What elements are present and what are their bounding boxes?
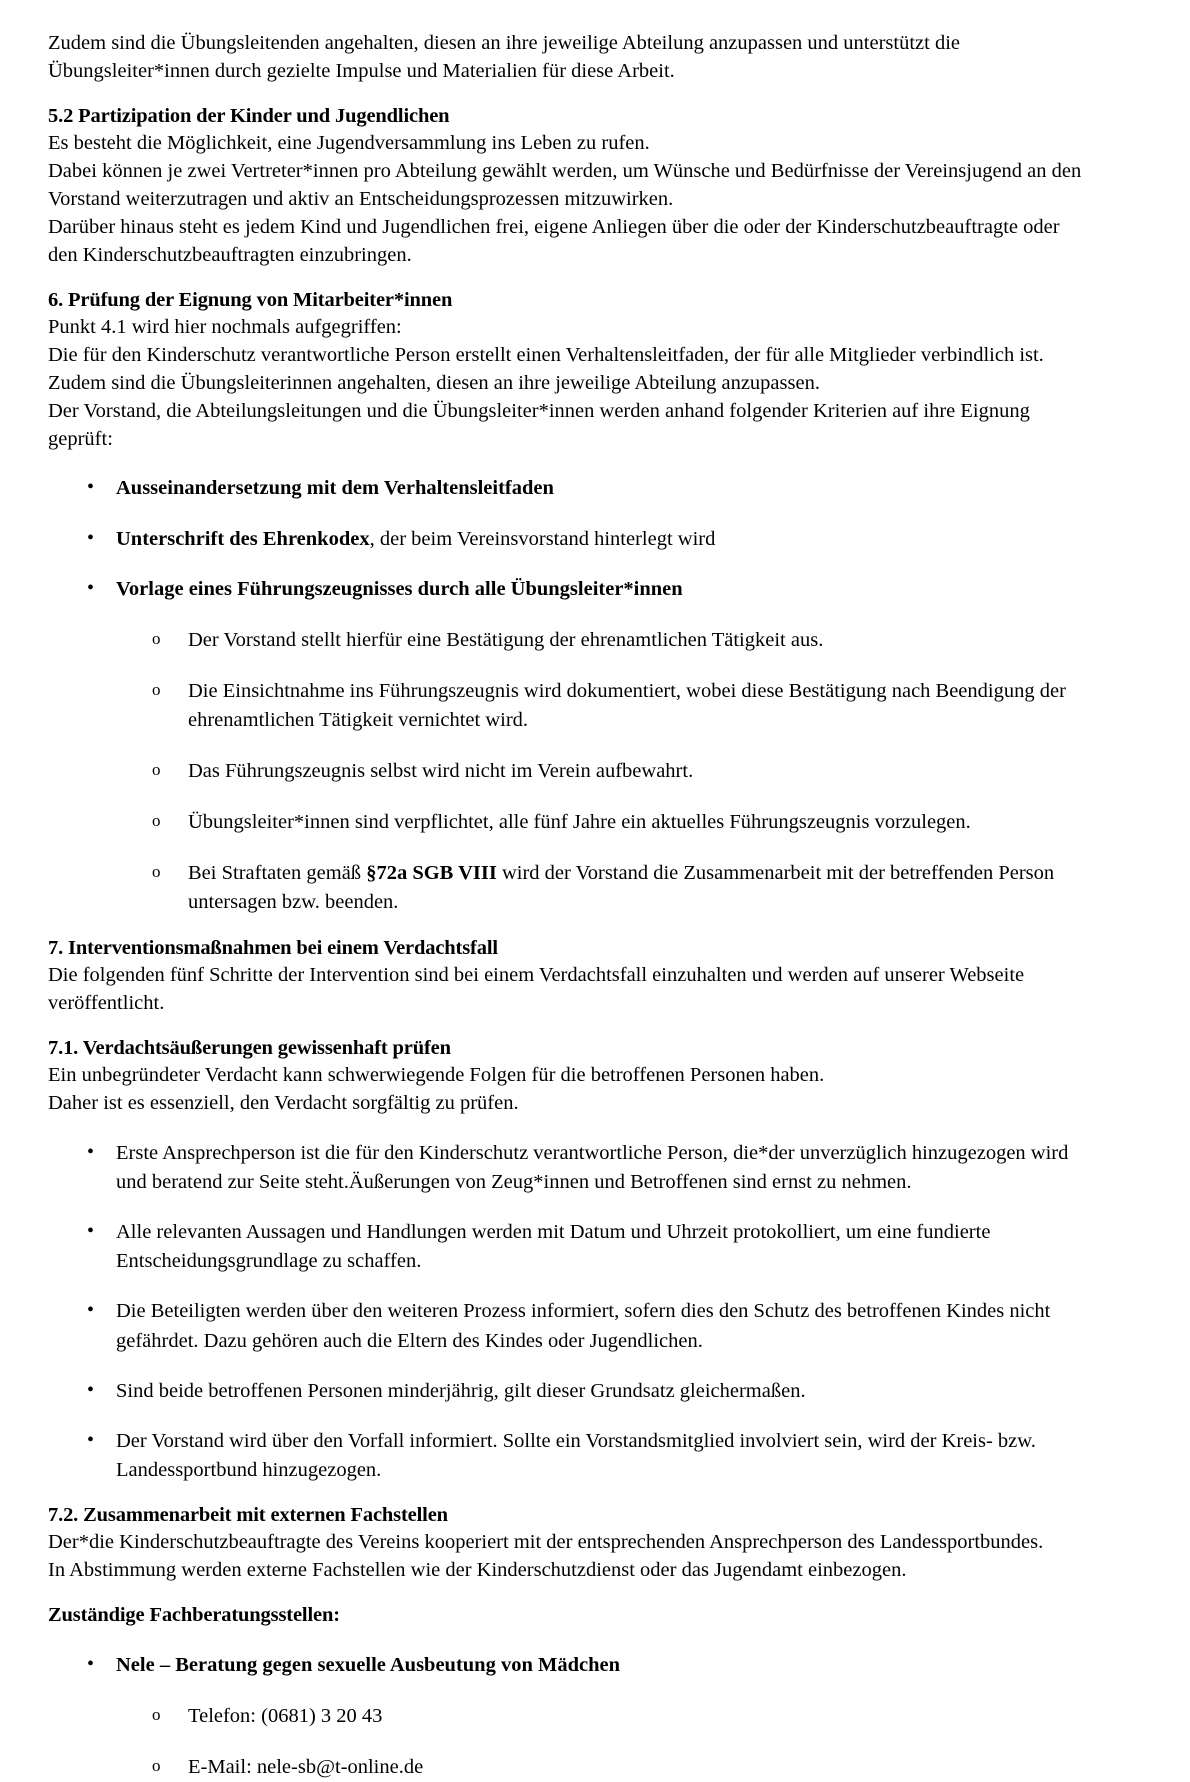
spacer <box>48 1018 1084 1035</box>
list-item-text: , der beim Vereinsvorstand hinterlegt wird <box>369 527 716 550</box>
contact-sublist-wrapper <box>120 1702 1084 1782</box>
list-item-text: Bei Straftaten gemäß <box>188 862 367 885</box>
list-item-text: Der Vorstand wird über den Vorfall informiert. Sollte ein Vorstandsmitglied involviert sein, wird der Kreis- bzw. Landessportbund hinzugezogen. <box>116 1429 1036 1481</box>
contact-sublist <box>120 1702 1084 1782</box>
list-item-text: Die Beteiligten werden über den weiteren Prozess informiert, sofern dies den Schutz des betroffenen Kindes nicht gefährdet. Dazu gehören auch die Eltern des Kindes oder Jugendlichen. <box>116 1300 1051 1352</box>
list-item-text: Alle relevanten Aussagen und Handlungen werden mit Datum und Uhrzeit protokolliert, um eine fundierte Entscheidungsgrundlage zu schaffen. <box>116 1221 991 1273</box>
paragraph-7: Die folgenden fünf Schritte der Intervention sind bei einem Verdachtsfall einzuhalten und werden auf unserer Webseite veröffentlicht. <box>48 964 1025 1014</box>
document-body <box>48 30 1084 1782</box>
list-item-text: Erste Ansprechperson ist die für den Kinderschutz verantwortliche Person, die*der unverzüglich hinzugezogen wird und beratend zur Seite steht.Äußerungen von Zeug*innen und Betroffenen sind ernst zu nehmen. <box>116 1141 1069 1194</box>
list-item <box>120 859 1084 917</box>
list-item <box>48 1427 1084 1485</box>
paragraph-5-2-1: Es besteht die Möglichkeit, eine Jugendversammlung ins Leben zu rufen. <box>48 132 650 155</box>
list-item <box>48 474 1084 503</box>
fachberatungsstellen-list <box>48 1651 1084 1680</box>
heading-6: 6. Prüfung der Eignung von Mitarbeiter*innen <box>48 288 453 311</box>
heading-fachberatungsstellen: Zuständige Fachberatungsstellen: <box>48 1604 340 1627</box>
heading-7-2: 7.2. Zusammenarbeit mit externen Fachstellen <box>48 1503 448 1526</box>
list-item-text: Sind beide betroffenen Personen minderjährig, gilt dieser Grundsatz gleichermaßen. <box>116 1379 806 1402</box>
spacer <box>48 270 1084 287</box>
fuehrungszeugnis-sublist-wrapper <box>120 626 1084 918</box>
list-item <box>120 808 1084 837</box>
intro-paragraph-line-1: Zudem sind die Übungsleitenden angehalten, diesen an ihre jeweilige Abteilung anzupassen und unterstützt die <box>48 32 960 54</box>
list-item-text: Übungsleiter*innen sind verpflichtet, alle fünf Jahre ein aktuelles Führungszeugnis vorzulegen. <box>188 811 971 834</box>
list-item <box>48 1377 1084 1406</box>
contact-phone: Telefon: (0681) 3 20 43 <box>188 1704 383 1727</box>
list-item <box>120 1702 1084 1731</box>
paragraph-6-4: Der Vorstand, die Abteilungsleitungen und die Übungsleiter*innen werden anhand folgender Kriterien auf ihre Eignung geprüft: <box>48 399 1030 450</box>
list-item <box>48 575 1084 604</box>
list-item-text: Das Führungszeugnis selbst wird nicht im Verein aufbewahrt. <box>188 760 694 783</box>
list-item <box>120 1753 1084 1782</box>
spacer <box>48 1585 1084 1602</box>
list-item <box>48 1139 1084 1197</box>
eignung-criteria-list <box>48 474 1084 603</box>
paragraph-5-2-2: Dabei können je zwei Vertreter*innen pro Abteilung gewählt werden, um Wünsche und Bedürfnisse der Vereinsjugend an den Vorstand weiterzutragen und aktiv an Entscheidungsprozessen mitzuwirken. <box>48 160 1082 210</box>
list-item <box>120 757 1084 786</box>
spacer <box>48 86 1084 103</box>
list-item-bold-text: Vorlage eines Führungszeugnisses durch alle Übungsleiter*innen <box>116 577 683 600</box>
paragraph-6-2: Die für den Kinderschutz verantwortliche Person erstellt einen Verhaltensleitfaden, der für alle Mitglieder verbindlich ist. <box>48 343 1044 366</box>
paragraph-7-2-1: Der*die Kinderschutzbeauftragte des Vereins kooperiert mit der entsprechenden Ansprechperson des Landessportbundes. <box>48 1531 1044 1554</box>
list-item <box>48 525 1084 554</box>
heading-7-1: 7.1. Verdachtsäußerungen gewissenhaft prüfen <box>48 1036 451 1059</box>
list-item <box>48 1218 1084 1276</box>
spacer <box>48 918 1084 935</box>
beratungsstelle-name: Nele – Beratung gegen sexuelle Ausbeutung von Mädchen <box>116 1653 620 1676</box>
paragraph-7-2-2: In Abstimmung werden externe Fachstellen wie der Kinderschutzdienst oder das Jugendamt einbezogen. <box>48 1559 907 1582</box>
list-item-text: Der Vorstand stellt hierfür eine Bestätigung der ehrenamtlichen Tätigkeit aus. <box>188 628 824 651</box>
list-item-text-tail: wird der Vorstand die Zusammenarbeit mit der betreffenden Person untersagen bzw. beenden. <box>188 862 1055 914</box>
list-item-bold-text: §72a SGB VIII <box>366 862 497 885</box>
list-item <box>120 677 1084 735</box>
paragraph-6-3: Zudem sind die Übungsleiterinnen angehalten, diesen an ihre jeweilige Abteilung anzupassen. <box>48 371 820 394</box>
heading-7: 7. Interventionsmaßnahmen bei einem Verdachtsfall <box>48 936 498 959</box>
paragraph-7-1-1: Ein unbegründeter Verdacht kann schwerwiegende Folgen für die betroffenen Personen haben. <box>48 1064 825 1087</box>
heading-5-2: 5.2 Partizipation der Kinder und Jugendlichen <box>48 104 450 127</box>
spacer <box>48 1485 1084 1502</box>
list-item <box>120 626 1084 655</box>
intervention-steps-list <box>48 1139 1084 1485</box>
paragraph-7-1-2: Daher ist es essenziell, den Verdacht sorgfältig zu prüfen. <box>48 1092 519 1115</box>
intro-paragraph-line-2: Übungsleiter*innen durch gezielte Impulse und Materialien für diese Arbeit. <box>48 59 675 82</box>
list-item-text: Die Einsichtnahme ins Führungszeugnis wird dokumentiert, wobei diese Bestätigung nach Beendigung der ehrenamtlichen Tätigkeit vernichtet wird. <box>188 679 1066 731</box>
contact-email: E-Mail: nele-sb@t-online.de <box>188 1755 424 1778</box>
fuehrungszeugnis-sublist <box>120 626 1084 918</box>
list-item-bold-text: Unterschrift des Ehrenkodex <box>116 527 370 550</box>
list-item <box>48 1297 1084 1355</box>
list-item <box>48 1651 1084 1680</box>
list-item-bold-text: Ausseinandersetzung mit dem Verhaltensleitfaden <box>116 477 554 500</box>
paragraph-6-1: Punkt 4.1 wird hier nochmals aufgegriffen: <box>48 316 402 339</box>
paragraph-5-2-3: Darüber hinaus steht es jedem Kind und Jugendlichen frei, eigene Anliegen über die oder der Kinderschutzbeauftragte oder den Kinderschutzbeauftragten einzubringen. <box>48 215 1060 266</box>
